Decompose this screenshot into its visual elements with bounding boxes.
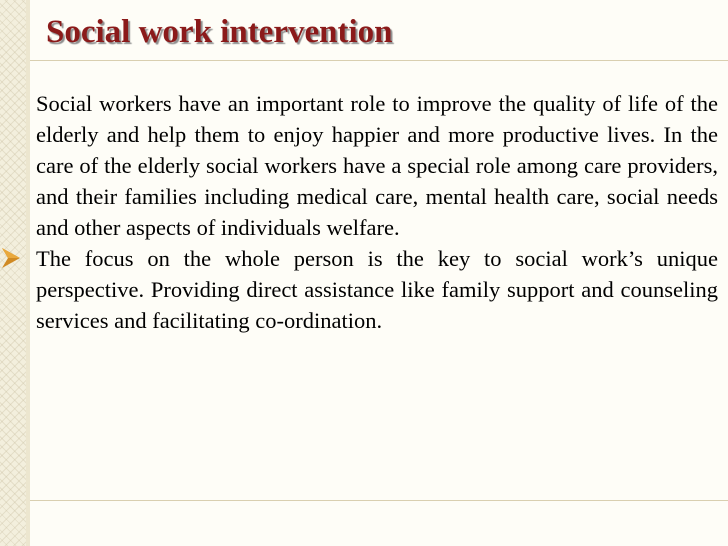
paragraph-2 <box>36 243 718 336</box>
arrowhead-bullet-icon <box>0 245 22 271</box>
slide-title: Social work intervention <box>46 14 393 50</box>
footer-divider <box>30 500 728 501</box>
header-divider <box>30 60 728 61</box>
paragraph-1: Social workers have an important role to improve the quality of life of the elderly and help them to enjoy happier and more productive lives. In the care of the elderly social workers have a special role among care providers, and their families including medical care, mental health care, social needs and other aspects of individuals welfare. <box>36 91 718 240</box>
paragraph-2-text: The focus on the whole person is the key to social work’s unique perspective. Providing direct assistance like family support and counseling services and facilitating co-ordination. <box>36 246 718 333</box>
slide-body <box>36 88 718 336</box>
decorative-left-band <box>0 0 30 546</box>
